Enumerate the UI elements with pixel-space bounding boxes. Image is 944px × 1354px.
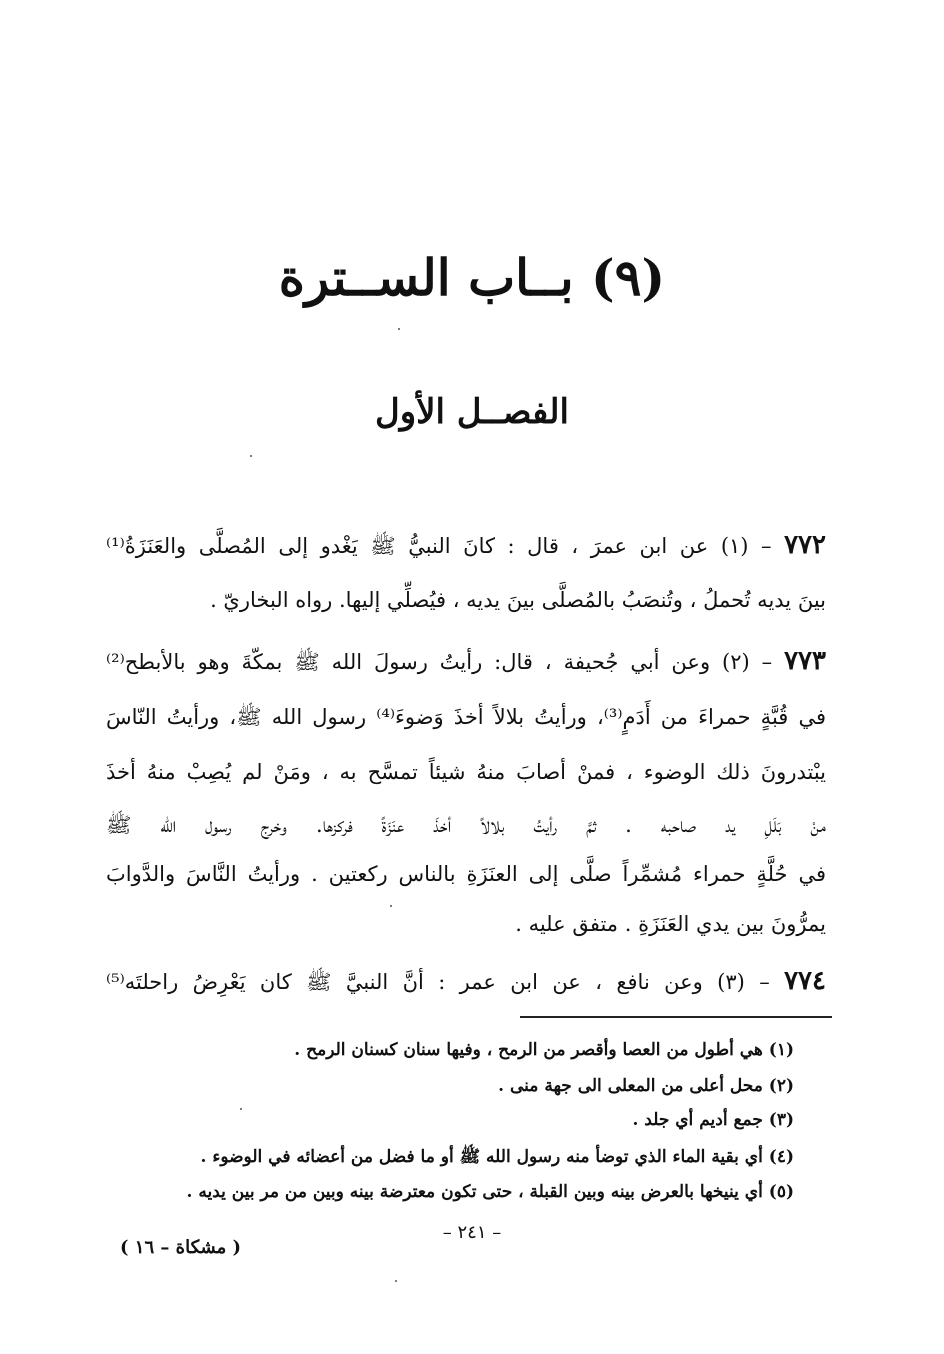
line-text: – (٢) وعن أبي جُحيفة ، قال: رأيتُ رسولَ الله ﷺ بمكّةَ وهو بالأبطح⁽²⁾ xyxy=(106,650,785,674)
footnote-divider xyxy=(520,1016,832,1018)
text-line xyxy=(106,862,826,886)
line-text: منْ بَلَلِ يد صاحبه . ثمَّ رأيتُ بلالاً أخذَ عنَزَةً فركزها. وخرج رسول الله ﷺ xyxy=(106,813,826,837)
signature-mark: ( مشكاة – ١٦ ) xyxy=(120,1237,242,1258)
text-line xyxy=(106,646,826,680)
scan-speck xyxy=(250,455,252,457)
hadith-number: ٧٧٤ xyxy=(784,966,826,996)
text-line xyxy=(106,812,826,843)
text-line xyxy=(106,912,826,936)
line-text: بينَ يديه تُحملُ ، وتُنصَبُ بالمُصلَّى بينَ يديه ، فيُصلِّي إليها. رواه البخاريّ . xyxy=(210,588,826,612)
line-text: – (١) عن ابن عمرَ ، قال : كانَ النبيُّ ﷺ يَغْدو إلى المُصلَّى والعَنَزَةُ⁽¹⁾ xyxy=(106,534,785,558)
text-line xyxy=(106,704,826,735)
footnote: (٣) جمع أديم أي جلد . xyxy=(632,1110,794,1130)
line-text: يمرُّونَ بين يدي العَنَزَةِ . متفق عليه . xyxy=(515,912,826,936)
footnote: (٥) أي ينيخها بالعرض بينه وبين القبلة ، حتى تكون معترضة بينه وبين من مر بين يديه . xyxy=(186,1182,794,1202)
text-line xyxy=(106,966,826,1000)
line-text: يبْتدرونَ ذلك الوضوء ، فمنْ أصابَ منهُ شيئاً تمسَّح به ، ومَنْ لم يُصِبْ منهُ أخذَ xyxy=(106,760,826,784)
text-line xyxy=(106,588,826,612)
line-text: – (٣) وعن نافع ، عن ابن عمر : أنَّ النبيَّ ﷺ كان يَعْرِضُ راحلتَه⁽⁵⁾ xyxy=(106,970,785,994)
scan-speck xyxy=(398,328,400,330)
scan-speck xyxy=(240,1108,242,1110)
chapter-title: (٩) بــاب الســترة xyxy=(278,248,666,307)
line-text: في قُبَّةٍ حمراءَ من أَدَمٍ⁽³⁾، ورأيتُ بلالاً أخذَ وَضوءَ⁽⁴⁾ رسول الله ﷺ، ورأيتُ النّاسَ xyxy=(106,705,826,729)
hadith-number: ٧٧٣ xyxy=(784,646,826,676)
line-text: في حُلَّةٍ حمراء مُشمِّراً صلَّى إلى العنَزَةِ بالناس ركعتين . ورأيتُ النَّاسَ والدَّوابَ xyxy=(106,862,826,886)
page-number: – ٢٤١ – xyxy=(442,1222,502,1243)
text-line xyxy=(106,530,826,564)
scan-speck xyxy=(395,1280,397,1282)
footnote: (٤) أي بقية الماء الذي توضأ منه رسول الله ﷺ أو ما فضل من أعضائه في الوضوء . xyxy=(200,1147,794,1167)
footnote: (١) هي أطول من العصا وأقصر من الرمح ، وفيها سنان كسنان الرمح . xyxy=(294,1040,794,1060)
scan-speck xyxy=(390,905,392,907)
section-title: الفصــل الأول xyxy=(375,392,569,432)
text-line xyxy=(106,760,826,784)
footnote: (٢) محل أعلى من المعلى الى جهة منى . xyxy=(498,1076,794,1096)
hadith-number: ٧٧٢ xyxy=(784,530,826,560)
